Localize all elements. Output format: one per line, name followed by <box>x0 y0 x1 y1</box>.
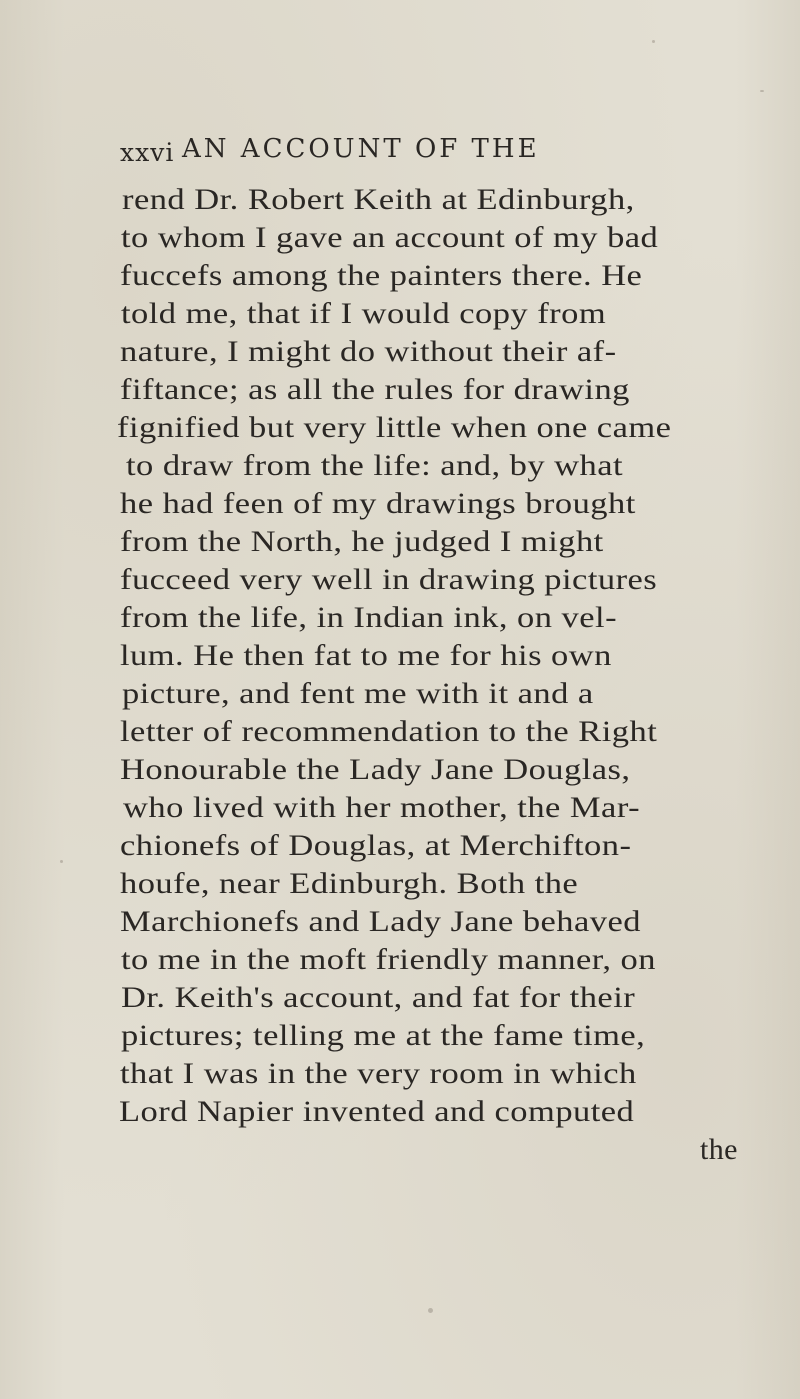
text-line: picture, and fent me with it and a <box>122 677 594 710</box>
catchword: the <box>700 1133 738 1166</box>
text-line: rend Dr. Robert Keith at Edinburgh, <box>122 183 635 216</box>
text-line: that I was in the very room in which <box>120 1057 637 1090</box>
page-number: xxvi <box>120 138 175 167</box>
text-line: from the North, he judged I might <box>120 525 604 558</box>
text-line: fignified but very little when one came <box>117 411 672 444</box>
text-line: Lord Napier invented and computed <box>119 1095 635 1128</box>
text-line: to draw from the life: and, by what <box>126 449 624 482</box>
running-title: AN ACCOUNT OF THE <box>182 134 540 164</box>
paper-speck <box>428 1308 433 1313</box>
text-line: Honourable the Lady Jane Douglas, <box>120 753 631 786</box>
text-line: pictures; telling me at the fame time, <box>121 1019 646 1052</box>
text-line: letter of recommendation to the Right <box>120 715 658 748</box>
text-line: lum. He then fat to me for his own <box>120 639 612 672</box>
text-line: from the life, in Indian ink, on vel- <box>120 601 618 634</box>
text-line: to whom I gave an account of my bad <box>121 221 659 254</box>
text-line: to me in the moft friendly manner, on <box>121 943 656 976</box>
text-line: Marchionefs and Lady Jane behaved <box>120 905 641 938</box>
text-line: who lived with her mother, the Mar- <box>123 791 641 824</box>
paper-speck <box>760 90 764 92</box>
text-line: told me, that if I would copy from <box>121 297 607 330</box>
text-line: fucceed very well in drawing pictures <box>120 563 658 596</box>
paper-speck <box>60 860 63 863</box>
text-line: houfe, near Edinburgh. Both the <box>120 867 579 900</box>
text-line: chionefs of Douglas, at Merchifton- <box>120 829 632 862</box>
paper-speck <box>652 40 655 43</box>
text-line: Dr. Keith's account, and fat for their <box>121 981 636 1014</box>
text-line: he had feen of my drawings brought <box>120 487 636 520</box>
text-line: nature, I might do without their af- <box>120 335 617 368</box>
text-line: fuccefs among the painters there. He <box>120 259 643 292</box>
text-line: fiftance; as all the rules for drawing <box>120 373 630 406</box>
